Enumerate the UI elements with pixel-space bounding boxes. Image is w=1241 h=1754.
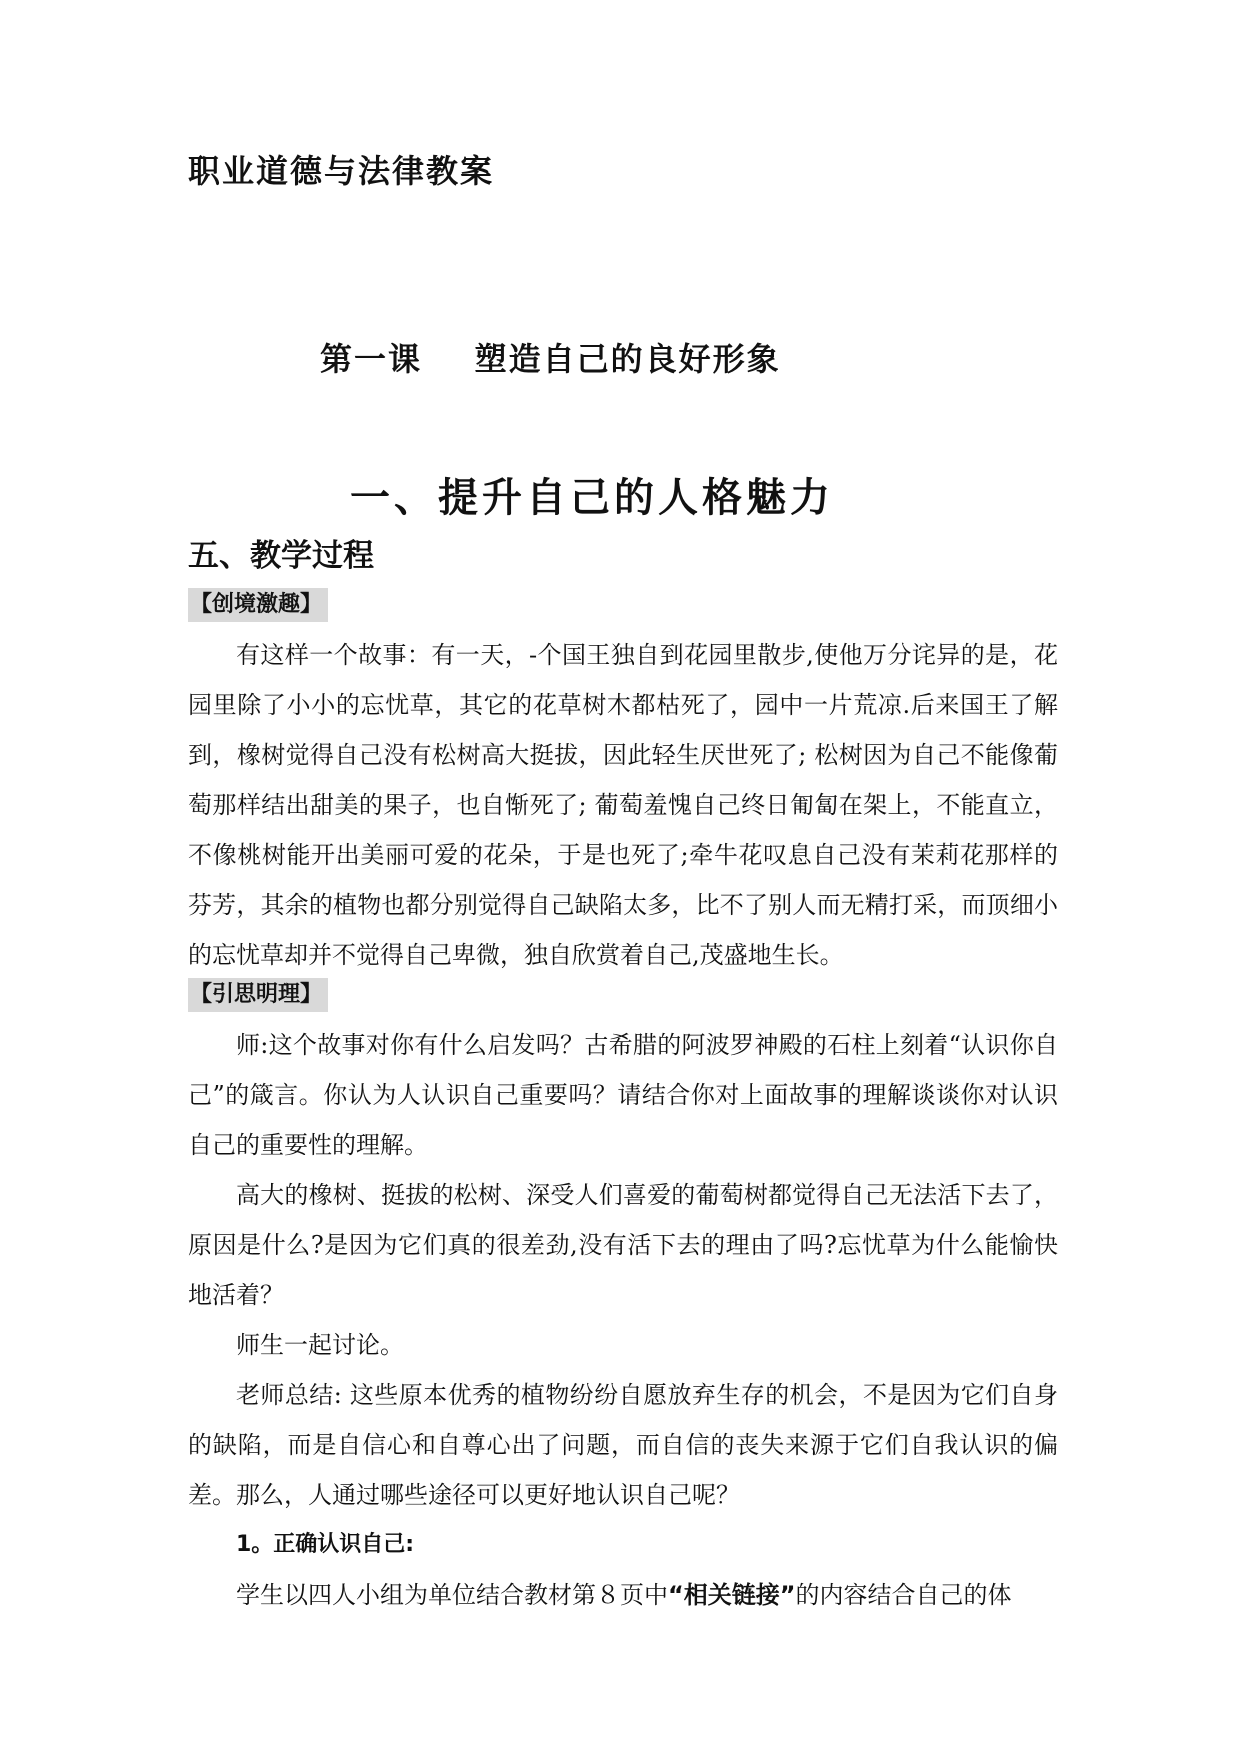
lesson-title: 第一课 塑造自己的良好形象 (320, 340, 781, 378)
analysis-question-paragraph: 高大的橡树、挺拔的松树、深受人们喜爱的葡萄树都觉得自己无法活下去了，原因是什么?是因为它们真的很差劲,没有活下去的理由了吗?忘忧草为什么能愉快地活着？ (188, 1181, 1058, 1309)
group-activity-paragraph (188, 1570, 1058, 1620)
group-activity-text-start: 学生以四人小组为单位结合教材第８页中 (236, 1581, 668, 1609)
document-title: 职业道德与法律教案 (188, 152, 495, 190)
story-paragraph: 有这样一个故事：有一天，-个国王独自到花园里散步,使他万分诧异的是，花园里除了小小的忘忧草，其它的花草树木都枯死了，园中一片荒凉.后来国王了解到，橡树觉得自己没有松树高大挺拔，因此轻生厌世死了; 松树因为自己不能像葡萄那样结出甜美的果子，也自惭死了; 葡萄羞愧自己终日匍匐在架上，不能直立，不像桃树能开出美丽可爱的花朵，于是也死了;牵牛花叹息自己没有茉莉花那样的芬芳，其余的植物也都分别觉得自己缺陷太多，比不了别人而无精打采，而顶细小的忘忧草却并不觉得自己卑微，独自欣赏着自己,茂盛地生长。 (188, 641, 1058, 969)
discussion-paragraph: 师生一起讨论。 (236, 1331, 404, 1359)
tag-reflect-reason: 【引思明理】 (188, 978, 328, 1012)
related-link-emphasis: “相关链接” (668, 1581, 796, 1609)
subsection-title: 五、教学过程 (188, 538, 374, 574)
point-heading: 1。正确认识自己: (236, 1532, 415, 1557)
tag-create-interest: 【创境激趣】 (188, 588, 328, 622)
teacher-summary-paragraph: 老师总结: 这些原本优秀的植物纷纷自愿放弃生存的机会，不是因为它们自身的缺陷，而是自信心和自尊心出了问题，而自信的丧失来源于它们自我认识的偏差。那么，人通过哪些途径可以更好地认识自己呢？ (188, 1381, 1058, 1509)
group-activity-text-end: 的内容结合自己的体 (795, 1581, 1012, 1609)
section-title: 一、提升自己的人格魅力 (350, 475, 834, 521)
teacher-question-paragraph: 师:这个故事对你有什么启发吗？古希腊的阿波罗神殿的石柱上刻着“认识你自己”的箴言。你认为人认识自己重要吗？请结合你对上面故事的理解谈谈你对认识自己的重要性的理解。 (188, 1031, 1058, 1159)
